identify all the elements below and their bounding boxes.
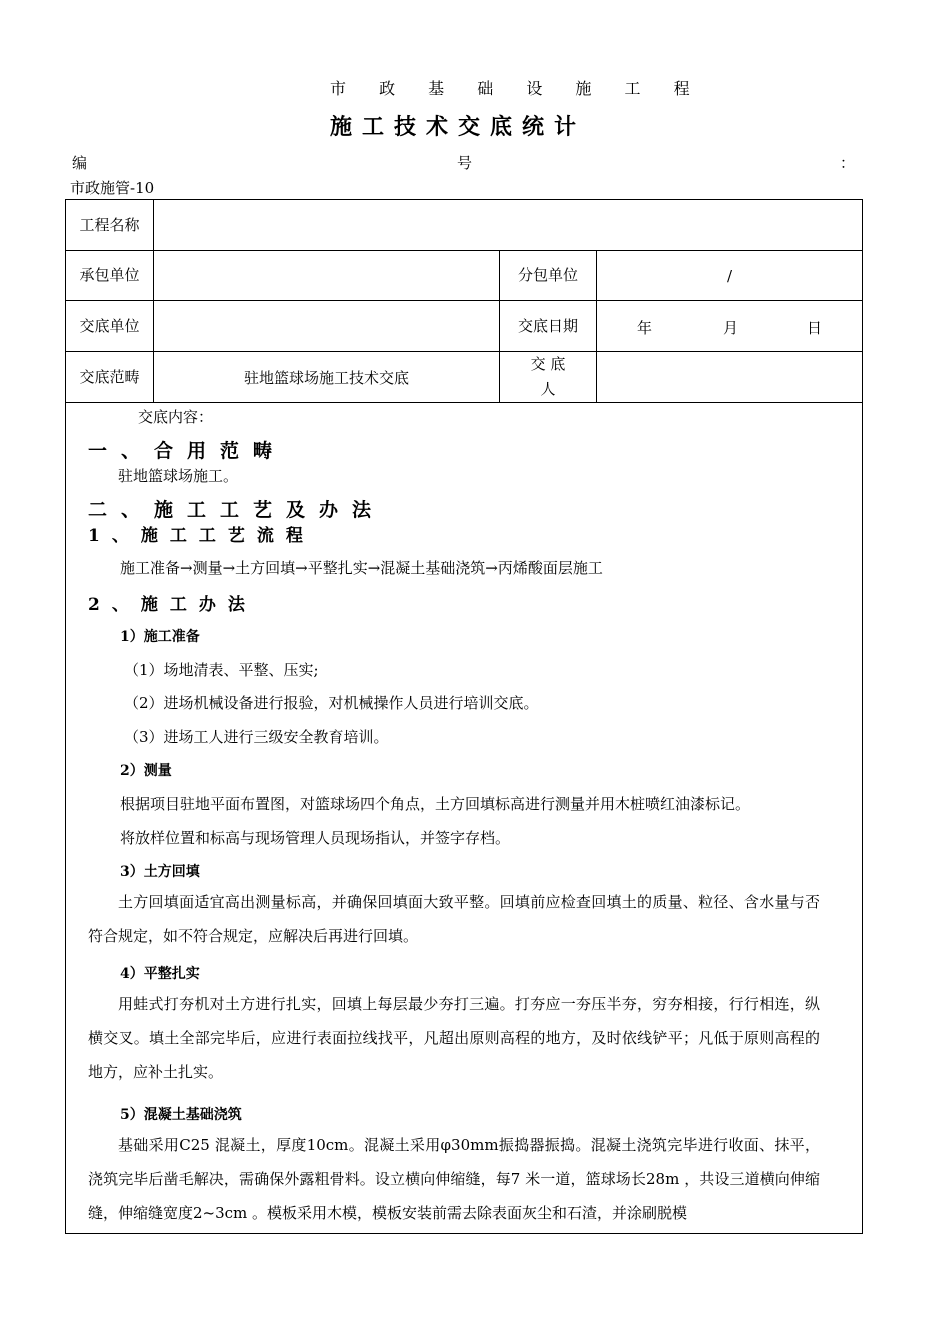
item-3-title: 3）土方回填 (120, 864, 200, 880)
section-1-text: 驻地篮球场施工。 (118, 467, 239, 485)
date-year: 年 (637, 319, 653, 337)
item-1-line: （1）场地清表、平整、压实; (124, 661, 319, 679)
item-1-title: 1）施工准备 (120, 629, 200, 645)
document-subtitle: 市 政 基 础 设 施 工 程 (330, 79, 704, 98)
subsection-1-title: 1、施工工艺流程 (88, 526, 315, 546)
serial-label-left: 编 (72, 154, 88, 172)
date-month: 月 (723, 319, 739, 337)
item-5-paragraph: 基础采用C25 混凝土，厚度10cm。混凝土采用φ30mm振捣器振捣。混凝土浇筑完毕进行收面、抹平，浇筑完毕后凿毛解决，需确保外露粗骨料。设立横向伸缩缝，每7 米一道，篮球场长28m ，共设三道横向伸缩缝，伸缩缝宽度2~3cm 。模板采用木模，模板安装前需去除表面灰尘和石渣，并涂刷脱模 (88, 1136, 820, 1222)
serial-label-colon: ： (840, 154, 856, 172)
contractor-label: 承包单位 (66, 251, 154, 301)
date-day: 日 (807, 319, 823, 337)
item-2-paragraph: 根据项目驻地平面布置图，对篮球场四个角点，土方回填标高进行测量并用木桩喷红油漆标记。 (120, 795, 751, 813)
form-code: 市政施管-10 (70, 179, 155, 197)
process-flow-text: 施工准备→测量→土方回填→平整扎实→混凝土基础浇筑→丙烯酸面层施工 (120, 559, 603, 577)
disclosing-unit-value[interactable] (154, 301, 500, 352)
subcontractor-value[interactable]: / (597, 251, 863, 301)
document-title: 施工技术交底统计 (330, 114, 587, 140)
disclosing-unit-label: 交底单位 (66, 301, 154, 352)
subsection-2-title: 2、施工办法 (88, 595, 257, 615)
scope-label: 交底范畴 (66, 352, 154, 403)
item-1-line: （3）进场工人进行三级安全教育培训。 (124, 728, 389, 746)
item-2-title: 2）测量 (120, 763, 172, 779)
date-label: 交底日期 (500, 301, 597, 352)
content-label: 交底内容： (138, 408, 214, 426)
person-value[interactable] (597, 352, 863, 403)
info-table (65, 199, 863, 403)
row-contractor (66, 251, 863, 301)
item-4-title: 4）平整扎实 (120, 966, 200, 982)
subcontractor-label: 分包单位 (500, 251, 597, 301)
serial-label-mid: 号 (457, 154, 473, 172)
item-4-paragraph: 用蛙式打夯机对土方进行扎实，回填上每层最少夯打三遍。打夯应一夯压半夯，穷夯相接，行行相连，纵横交叉。填土全部完毕后，应进行表面拉线找平，凡超出原则高程的地方，及时依线铲平；凡低于原则高程的地方，应补土扎实。 (88, 995, 820, 1081)
scope-value[interactable]: 驻地篮球场施工技术交底 (154, 352, 500, 403)
item-2-paragraph: 将放样位置和标高与现场管理人员现场指认，并签字存档。 (120, 829, 511, 847)
item-1-line: （2）进场机械设备进行报验，对机械操作人员进行培训交底。 (124, 694, 539, 712)
project-name-value[interactable] (154, 200, 863, 251)
person-label: 交 底 人 (500, 352, 597, 403)
item-5-title: 5）混凝土基础浇筑 (120, 1107, 242, 1123)
row-disclosing-unit (66, 301, 863, 352)
date-value[interactable] (597, 301, 863, 352)
contractor-value[interactable] (154, 251, 500, 301)
item-3-paragraph: 土方回填面适宜高出测量标高，并确保回填面大致平整。回填前应检查回填土的质量、粒径、含水量与否符合规定，如不符合规定，应解决后再进行回填。 (88, 893, 820, 945)
row-scope (66, 352, 863, 403)
row-project-name (66, 200, 863, 251)
project-name-label: 工程名称 (66, 200, 154, 251)
section-2-title: 二、施工工艺及办法 (88, 499, 386, 521)
section-1-title: 一、合用范畴 (88, 440, 287, 462)
